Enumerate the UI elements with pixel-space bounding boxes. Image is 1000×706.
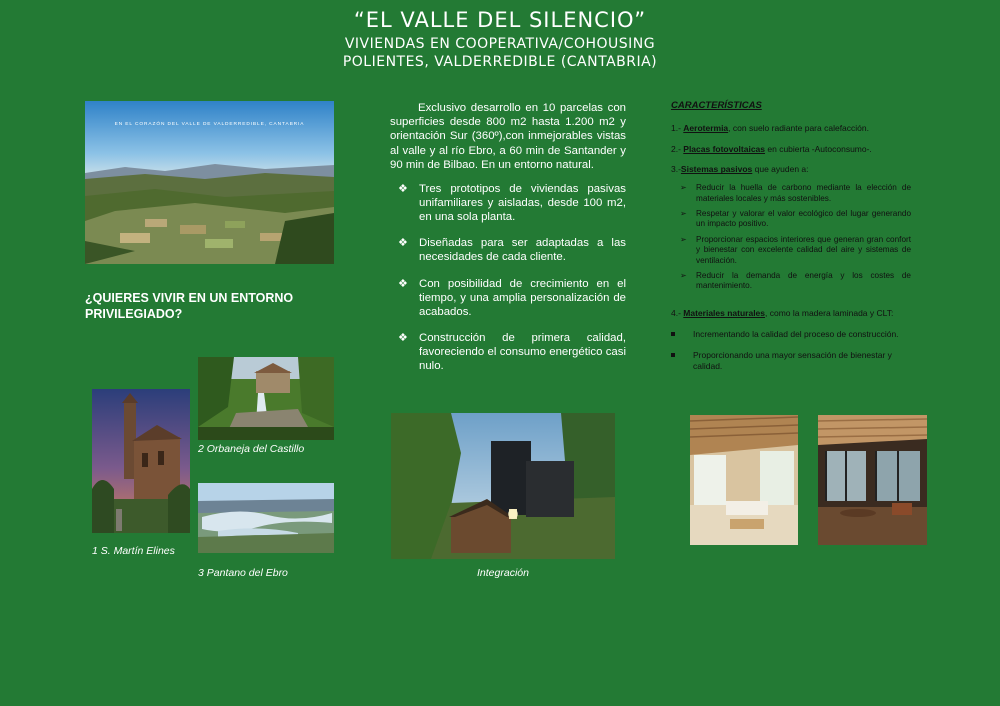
features-list (398, 183, 626, 387)
passive-item: ➢ Reducir la huella de carbono mediante la elección de materiales locales y más sostenibles. (680, 183, 911, 203)
page-title: “EL VALLE DEL SILENCIO” (353, 8, 647, 32)
caption-orbaneja: 2 Orbaneja del Castillo (198, 443, 305, 455)
feature-item: ❖ Diseñadas para ser adaptadas a las necesidades de cada cliente. (398, 237, 626, 264)
headline-question: ¿QUIERES VIVIR EN UN ENTORNO PRIVILEGIADO? (85, 291, 294, 321)
san-martin-elines-photo (92, 389, 190, 533)
arrow-bullet-icon: ➢ (680, 234, 687, 244)
caption-integracion: Integración (477, 567, 529, 579)
material-item: Proporcionando una mayor sensación de bienestar y calidad. (671, 350, 911, 372)
material-item: Incrementando la calidad del proceso de construcción. (671, 329, 911, 340)
features-heading: CARACTERÍSTICAS (671, 100, 762, 111)
interior-living-photo (690, 415, 798, 545)
feature-item: ❖ Con posibilidad de crecimiento en el tiempo, y una amplia personalización de acabados. (398, 277, 626, 318)
location-subtitle: POLIENTES, VALDERREDIBLE (CANTABRIA) (342, 54, 658, 70)
interior-dining-photo (818, 415, 927, 545)
orbaneja-del-castillo-photo (198, 357, 334, 440)
feature-materiales: 4.- Materiales naturales, como la madera laminada y CLT: (671, 307, 894, 318)
pantano-del-ebro-photo (198, 483, 334, 553)
page-subtitle: VIVIENDAS EN COOPERATIVA/COHOUSING (344, 36, 656, 52)
diamond-bullet-icon: ❖ (398, 183, 408, 195)
square-bullet-icon (671, 353, 675, 357)
arrow-bullet-icon: ➢ (680, 271, 687, 281)
square-bullet-icon (671, 332, 675, 336)
feature-item: ❖ Construcción de primera calidad, favoreciendo el consumo energético casi nulo. (398, 332, 626, 372)
intro-paragraph: Exclusivo desarrollo en 10 parcelas con superficies desde 800 m2 hasta 1.200 m2 y orientación Sur (360º),con inmejorables vistas al valle y al río Ebro, a 60 min de Santander y 90 min de Bilbao. En un entorno natural. (390, 102, 626, 171)
feature-sistemas-pasivos: 3.-Sistemas pasivos que ayuden a: (671, 164, 809, 175)
diamond-bullet-icon: ❖ (398, 237, 408, 250)
features-panel (671, 101, 911, 383)
feature-aerotermia: 1.- Aerotermia, con suelo radiante para calefacción. (671, 122, 869, 133)
feature-placas: 2.- Placas fotovoltaicas en cubierta -Autoconsumo-. (671, 143, 872, 154)
passive-item: ➢ Proporcionar espacios interiores que generan gran confort y bienestar con excelente calidad del aire y sistemas de ventilación. (680, 234, 911, 265)
caption-pantano: 3 Pantano del Ebro (198, 567, 288, 579)
passive-item: ➢ Respetar y valorar el valor ecológico del lugar generando un impacto positivo. (680, 209, 911, 229)
caption-san-martin: 1 S. Martín Elines (92, 545, 175, 557)
house-integration-render (391, 413, 615, 559)
arrow-bullet-icon: ➢ (680, 209, 687, 218)
diamond-bullet-icon: ❖ (398, 332, 408, 345)
passive-item: ➢ Reducir la demanda de energía y los costes de mantenimiento. (680, 271, 911, 291)
banner-caption: EN EL CORAZÓN DEL VALLE DE VALDERREDIBLE, CANTABRIA (114, 122, 305, 127)
valley-landscape-photo (85, 101, 334, 264)
arrow-bullet-icon: ➢ (680, 183, 687, 193)
feature-item: ❖ Tres prototipos de viviendas pasivas unifamiliares y aisladas, desde 100 m2, en una sola planta. (398, 183, 626, 223)
diamond-bullet-icon: ❖ (398, 277, 408, 290)
